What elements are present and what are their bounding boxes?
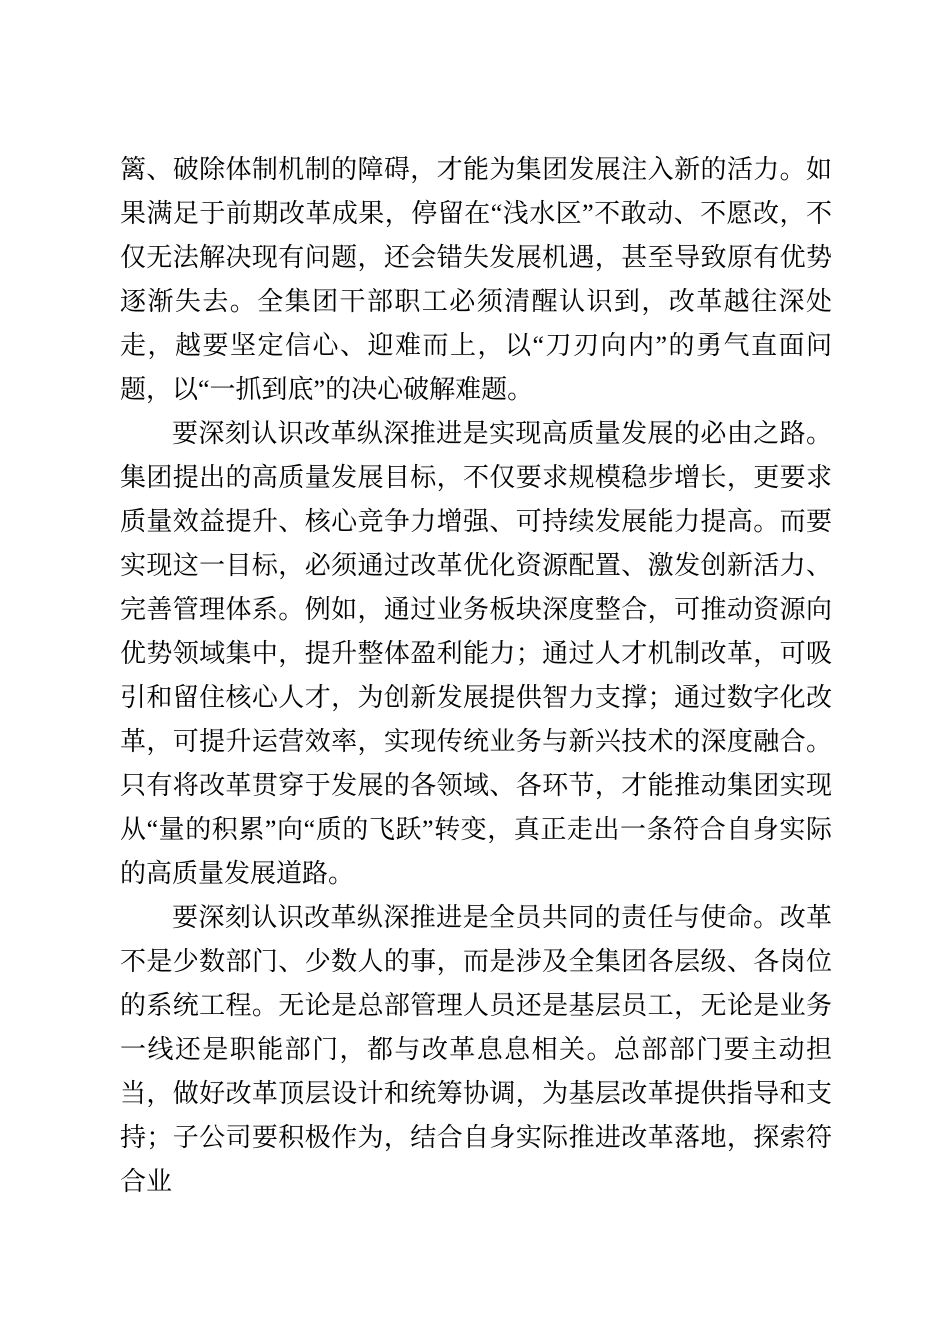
paragraph-continuation: 篱、破除体制机制的障碍，才能为集团发展注入新的活力。如果满足于前期改革成果，停留在“浅水区”不敢动、不愿改，不仅无法解决现有问题，还会错失发展机遇，甚至导致原有优势逐渐失去。全集团干部职工必须清醒认识到，改革越往深处走，越要坚定信心、迎难而上，以“刀刃向内”的勇气直面问题，以“一抓到底”的决心破解难题。 [120,155,832,404]
document-body [120,148,832,1204]
paragraph: 要深刻认识改革纵深推进是实现高质量发展的必由之路。集团提出的高质量发展目标，不仅要求规模稳步增长，更要求质量效益提升、核心竞争力增强、可持续发展能力提高。而要实现这一目标，必须通过改革优化资源配置、激发创新活力、完善管理体系。例如，通过业务板块深度整合，可推动资源向优势领域集中，提升整体盈利能力；通过人才机制改革，可吸引和留住核心人才，为创新发展提供智力支撑；通过数字化改革，可提升运营效率，实现传统业务与新兴技术的深度融合。只有将改革贯穿于发展的各领域、各环节，才能推动集团实现从“量的积累”向“质的飞跃”转变，真正走出一条符合自身实际的高质量发展道路。 [120,419,832,888]
paragraph: 要深刻认识改革纵深推进是全员共同的责任与使命。改革不是少数部门、少数人的事，而是涉及全集团各层级、各岗位的系统工程。无论是总部管理人员还是基层员工，无论是业务一线还是职能部门，都与改革息息相关。总部部门要主动担当，做好改革顶层设计和统筹协调，为基层改革提供指导和支持；子公司要积极作为，结合自身实际推进改革落地，探索符合业 [120,903,832,1196]
